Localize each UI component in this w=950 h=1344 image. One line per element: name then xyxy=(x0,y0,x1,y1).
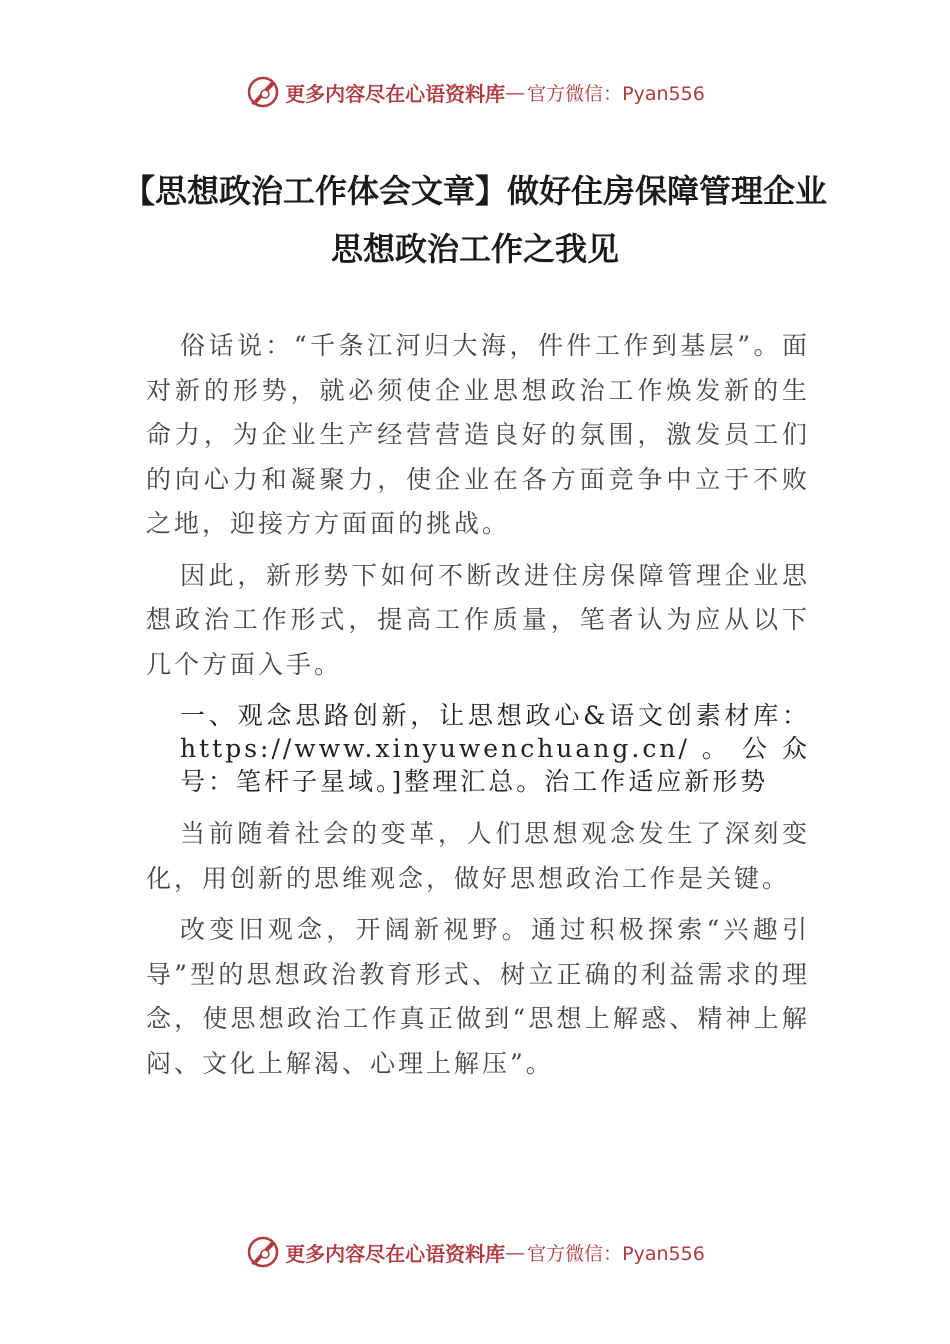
wechat-text: 官方微信：Pyan556 xyxy=(527,1242,705,1265)
brand-text: 更多内容尽在心语资料库 xyxy=(285,81,506,106)
header-watermark xyxy=(0,72,950,112)
wechat-text: 官方微信：Pyan556 xyxy=(527,82,705,105)
paragraph-3: 当前随着社会的变革，人们思想观念发生了深刻变化，用创新的思维观念，做好思想政治工作是关键。 xyxy=(146,819,810,893)
section-heading-1: 一、观念思路创新，让思想政心&语文创素材库：https://www.xinyuwenchuang.cn/。公众号：笔杆子星域。]整理汇总。治工作适应新形势 xyxy=(180,701,810,796)
pen-logo-icon xyxy=(245,1234,281,1270)
separator: — xyxy=(505,80,526,104)
paragraph-1: 俗话说：“千条江河归大海，件件工作到基层”。面对新的形势，就必须使企业思想政治工作焕发新的生命力，为企业生产经营营造良好的氛围，激发员工们的向心力和凝聚力，使企业在各方面竞争中立于不败之地，迎接方方面面的挑战。 xyxy=(146,331,810,538)
paragraph-2: 因此，新形势下如何不断改进住房保障管理企业思想政治工作形式，提高工作质量，笔者认为应从以下几个方面入手。 xyxy=(146,560,810,679)
document-title: 【思想政治工作体会文章】做好住房保障管理企业思想政治工作之我见 xyxy=(122,172,827,268)
footer-watermark xyxy=(0,1232,950,1272)
brand-text: 更多内容尽在心语资料库 xyxy=(285,1241,506,1266)
separator: — xyxy=(505,1240,526,1264)
paragraph-4: 改变旧观念，开阔新视野。通过积极探索“兴趣引导”型的思想政治教育形式、树立正确的利益需求的理念，使思想政治工作真正做到“思想上解惑、精神上解闷、文化上解渴、心理上解压”。 xyxy=(146,915,810,1078)
pen-logo-icon xyxy=(245,74,281,110)
document-body xyxy=(146,324,810,1093)
